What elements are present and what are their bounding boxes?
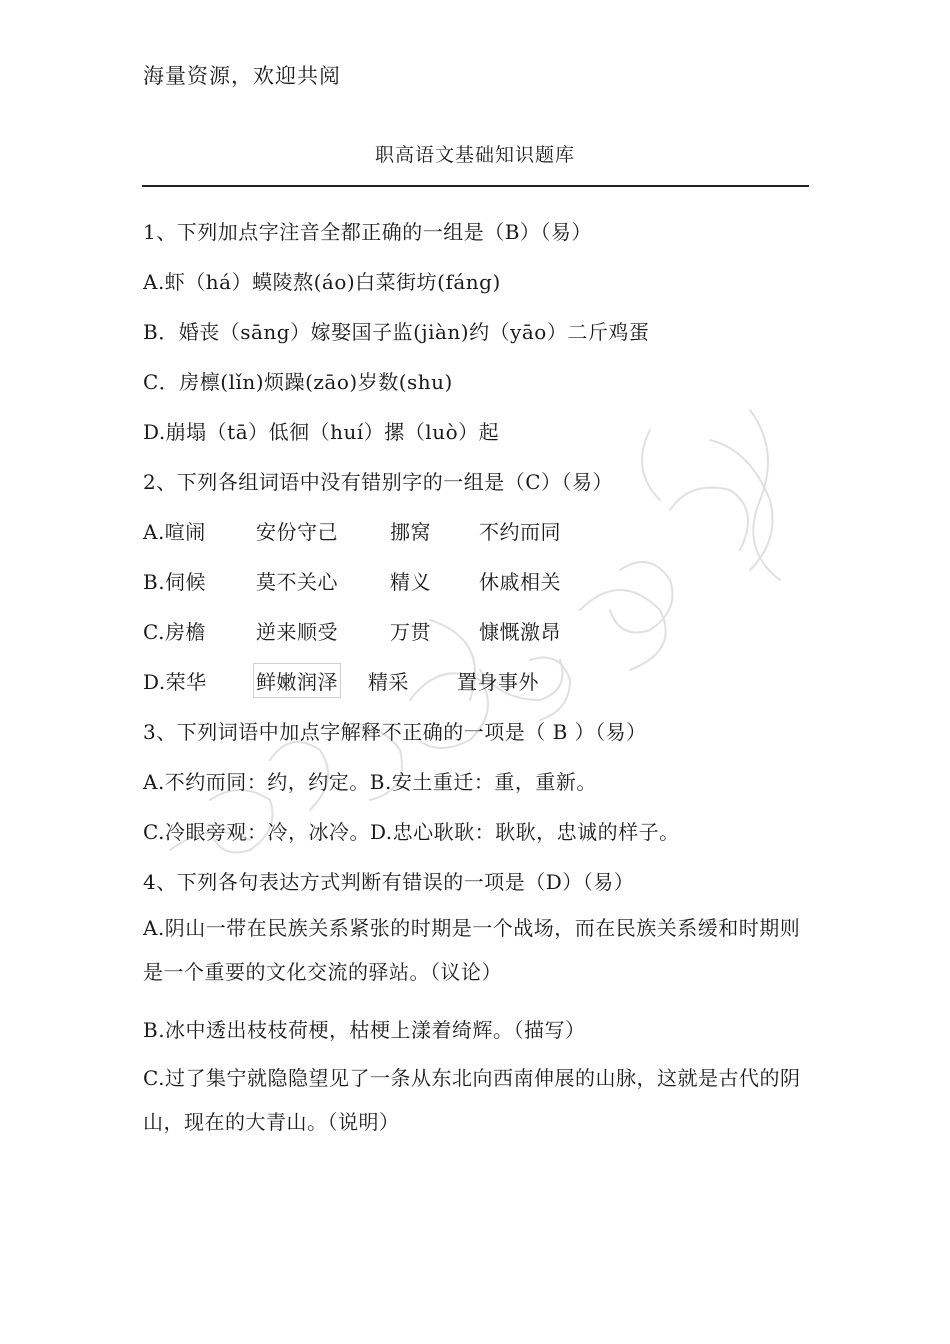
document-title: 职高语文基础知识题库 <box>374 144 575 166</box>
question-2-option-c-label: C.房檐 <box>143 620 206 644</box>
question-2-option-d-label: D.荣华 <box>143 670 207 694</box>
question-2-stem: 2、下列各组词语中没有错别字的一组是（C）（易） <box>143 470 614 494</box>
question-3-options-ab: A.不约而同：约，约定。B.安土重迁：重，重新。 <box>143 770 597 794</box>
question-3-stem: 3、下列词语中加点字解释不正确的一项是（ B ）（易） <box>143 720 647 744</box>
question-1-option-c: C．房檩(lǐn)烦躁(zāo)岁数(shu) <box>143 370 453 394</box>
title-divider <box>142 185 809 187</box>
question-2-option-c-word-3: 慷慨激昂 <box>479 620 561 644</box>
question-2-option-a-word-2: 挪窝 <box>390 520 431 544</box>
question-2-option-d-word-2: 精采 <box>368 670 409 694</box>
question-2-option-d-word-3: 置身事外 <box>457 670 539 694</box>
question-2-option-a-word-1: 安份守己 <box>256 520 338 544</box>
question-4-option-a: A.阴山一带在民族关系紧张的时期是一个战场，而在民族关系缓和时期则是一个重要的文化交流的驿站。（议论） <box>143 916 801 984</box>
question-2-option-a-label: A.喧闹 <box>143 520 206 544</box>
question-4-option-b: B.冰中透出枝枝荷梗，枯梗上漾着绮辉。（描写） <box>143 1018 586 1042</box>
header-note: 海量资源，欢迎共阅 <box>143 64 341 88</box>
question-4-stem: 4、下列各句表达方式判断有错误的一项是（D）（易） <box>143 870 635 894</box>
question-2-option-b-label: B.伺候 <box>143 570 207 594</box>
question-2-option-a-word-3: 不约而同 <box>479 520 561 544</box>
question-1-stem: 1、下列加点字注音全都正确的一组是（B）（易） <box>143 220 592 244</box>
question-1-option-d: D.崩塌（tā）低徊（huí）摞（luò）起 <box>143 420 500 444</box>
question-2-option-d-word-1: 鲜嫩润泽 <box>256 666 338 695</box>
question-4-option-c: C.过了集宁就隐隐望见了一条从东北向西南伸展的山脉，这就是古代的阴山，现在的大青山。（说明） <box>143 1066 801 1134</box>
question-2-option-c-word-2: 万贯 <box>390 620 431 644</box>
question-2-option-b-word-1: 莫不关心 <box>256 570 338 594</box>
question-1-option-a: A.虾（há）蟆陵熬(áo)白菜街坊(fáng) <box>143 270 501 294</box>
question-2-option-b-word-3: 休戚相关 <box>479 570 561 594</box>
question-2-option-c-word-1: 逆来顺受 <box>256 620 338 644</box>
question-1-option-b: B．婚丧（sāng）嫁娶国子监(jiàn)约（yāo）二斤鸡蛋 <box>143 320 650 344</box>
question-2-option-b-word-2: 精义 <box>390 570 431 594</box>
question-3-options-cd: C.冷眼旁观：冷，冰冷。D.忠心耿耿：耿耿，忠诚的样子。 <box>143 820 680 844</box>
